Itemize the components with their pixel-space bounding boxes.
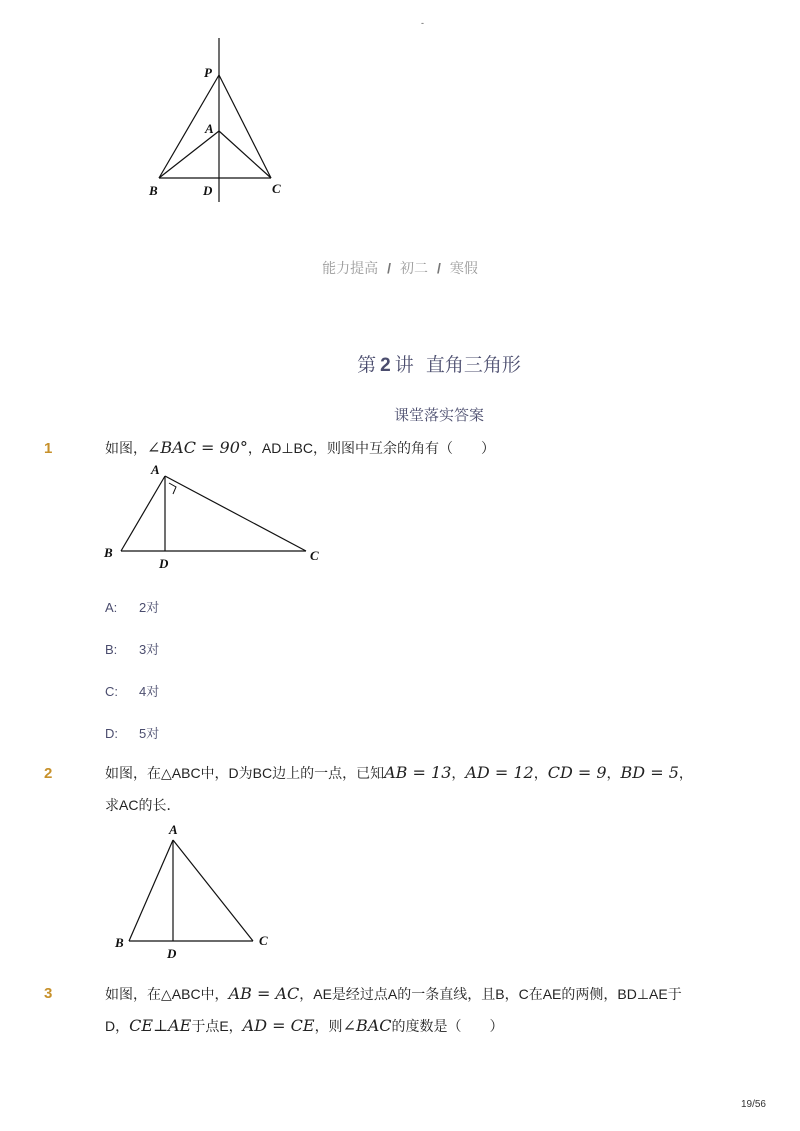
q2-separator: ，: [533, 765, 548, 781]
label-c: C: [272, 181, 281, 196]
q3-text: 如图，在△ABC中，: [105, 986, 229, 1002]
page-number: 19/56: [740, 1099, 766, 1110]
q3-text: 的度数是（ ）: [391, 1018, 504, 1034]
label-c: C: [310, 548, 319, 563]
breadcrumb-item: 寒假: [449, 260, 478, 276]
lecture-number: 2: [380, 355, 391, 376]
q3-text: 于点E，: [191, 1018, 243, 1034]
segment-ab: [159, 131, 219, 178]
lecture-title: [0, 350, 800, 377]
breadcrumb-item: 能力提高: [322, 260, 379, 276]
label-a: A: [205, 121, 214, 136]
label-b: B: [149, 183, 158, 198]
lecture-topic: 直角三角形: [425, 354, 521, 376]
q1-text-after: ，AD⊥BC，则图中互余的角有（ ）: [247, 440, 495, 456]
segment-ab: [121, 476, 165, 551]
label-d: D: [167, 946, 177, 960]
option-b[interactable]: [105, 639, 159, 658]
right-angle-mark: [169, 483, 176, 494]
option-text: 5对: [139, 726, 160, 741]
q3-text: D，: [105, 1018, 130, 1034]
question-3-line-2: [105, 1016, 504, 1036]
q3-math-ce-perp-ae: CE⊥AE: [129, 1016, 192, 1035]
question-3-line-1: [105, 984, 682, 1004]
segment-pc: [219, 75, 271, 178]
q1-figure: [100, 460, 335, 575]
label-a: A: [169, 822, 178, 837]
option-c[interactable]: [105, 681, 159, 700]
q2-separator: ，: [678, 765, 693, 781]
option-text: 4对: [139, 684, 160, 699]
question-2-line-1: [105, 763, 693, 783]
breadcrumb-separator: /: [437, 260, 441, 276]
question-1-text: [105, 438, 495, 458]
q3-text: ，则: [314, 1018, 343, 1034]
question-2-line-2: 求AC的长．: [105, 797, 181, 813]
top-geometry-figure: [140, 36, 310, 206]
q2-math-cd: CD = 9: [547, 763, 607, 782]
segment-ac: [173, 840, 253, 941]
option-letter: C:: [105, 684, 118, 699]
option-letter: A:: [105, 600, 118, 615]
option-d[interactable]: [105, 723, 159, 742]
breadcrumb-item: 初二: [400, 260, 428, 276]
q2-text: 如图，在△ABC中，D为BC边上的一点，已知: [105, 765, 385, 781]
label-b: B: [115, 935, 124, 950]
question-number: 3: [44, 985, 53, 1002]
page-top-mark: -: [421, 18, 424, 28]
segment-ac: [219, 131, 271, 178]
q2-math-ab: AB = 13: [384, 763, 452, 782]
option-letter: D:: [105, 726, 118, 741]
breadcrumb: [0, 258, 800, 278]
segment-ac: [165, 476, 306, 551]
q1-math: ∠BAC = 90°: [147, 438, 248, 457]
q2-math-ad: AD = 12: [465, 763, 534, 782]
q3-math-angle-bac: ∠BAC: [342, 1016, 392, 1035]
label-d: D: [203, 183, 213, 198]
label-a: A: [151, 462, 160, 477]
q2-separator: ，: [606, 765, 621, 781]
q3-math-ad-ce: AD = CE: [242, 1016, 315, 1035]
section-title: 课堂落实答案: [393, 406, 484, 424]
lecture-prefix: 第: [357, 354, 377, 376]
q1-text-before: 如图，: [105, 440, 147, 456]
option-letter: B:: [105, 642, 118, 657]
label-b: B: [104, 545, 113, 560]
lecture-suffix: 讲: [394, 354, 414, 376]
option-text: 3对: [139, 642, 160, 657]
q3-math-ab-ac: AB = AC: [228, 984, 300, 1003]
option-a[interactable]: [105, 597, 159, 616]
breadcrumb-separator: /: [387, 260, 391, 276]
q2-math-bd: BD = 5: [620, 763, 679, 782]
question-number: 2: [44, 765, 53, 782]
option-text: 2对: [139, 600, 160, 615]
q2-separator: ，: [451, 765, 466, 781]
q2-figure: [108, 820, 278, 960]
label-c: C: [259, 933, 268, 948]
segment-ab: [129, 840, 173, 941]
q3-text: ，AE是经过点A的一条直线，且B，C在AE的两侧，BD⊥AE于: [299, 986, 682, 1002]
question-number: 1: [44, 440, 53, 457]
label-d: D: [159, 556, 169, 571]
label-p: P: [204, 65, 212, 80]
